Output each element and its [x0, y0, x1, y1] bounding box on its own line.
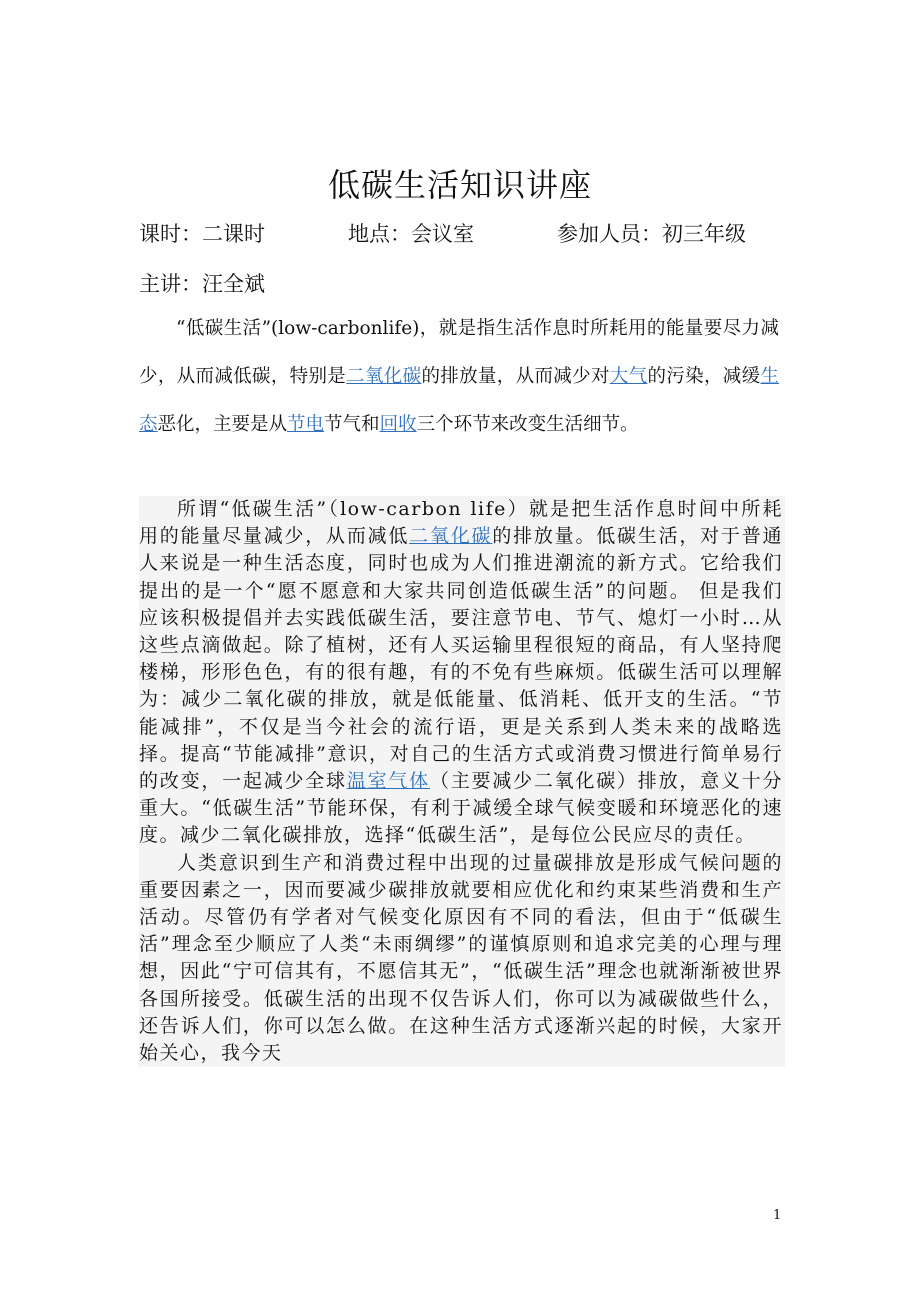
- link-recycling[interactable]: 回收: [379, 414, 417, 435]
- intro-text-4: 恶化，主要是从: [157, 414, 288, 435]
- link-carbon-dioxide[interactable]: 二氧化碳: [346, 366, 422, 387]
- intro-text-6: 三个环节来改变生活细节。: [416, 414, 639, 435]
- link-power-saving[interactable]: 节电: [287, 414, 325, 435]
- intro-paragraph: [139, 305, 779, 449]
- body-p1-text-a: 所谓“低碳生活”（low-carbon life）就是把生活作息时间中所耗用的能量尽量减少，从而减低: [139, 498, 783, 548]
- meta-speaker: 主讲：汪全斌: [139, 272, 265, 296]
- intro-text-5: 节气和: [324, 414, 380, 435]
- body-paragraph-2: 人类意识到生产和消费过程中出现的过量碳排放是形成气候问题的重要因素之一，因而要减少碳排放就要相应优化和约束某些消费和生产活动。尽管仍有学者对气候变化原因有不同的看法，但由于“低碳生活”理念至少顺应了人类“未雨绸缪”的谨慎原则和追求完美的心理与理想，因此“宁可信其有，不愿信其无”，“低碳生活”理念也就渐渐被世界各国所接受。低碳生活的出现不仅告诉人们，你可以为减碳做些什么，还告诉人们，你可以怎么做。在这种生活方式逐渐兴起的时候，大家开始关心，我今天: [139, 851, 783, 1065]
- link-carbon-dioxide-2[interactable]: 二氧化碳: [409, 525, 493, 548]
- page-title: 低碳生活知识讲座: [327, 166, 592, 204]
- page-number: 1: [773, 1208, 782, 1223]
- body-paragraph-1: [139, 496, 783, 850]
- intro-text-2: 的排放量，从而减少对: [421, 366, 610, 387]
- intro-text-1: “低碳生活”(low-carbonlife)，就是指生活作息时所耗用的能量要尽力减少，从而减低碳，特别是: [139, 318, 779, 387]
- link-ecology[interactable]: 生态: [139, 366, 779, 435]
- intro-text-3: 的污染，减缓: [647, 366, 761, 387]
- body-text-block: [139, 496, 785, 1067]
- meta-hours: 课时：二课时: [139, 222, 265, 246]
- meta-location: 地点：会议室: [348, 222, 474, 246]
- link-atmosphere[interactable]: 大气: [609, 366, 648, 387]
- meta-participants: 参加人员：初三年级: [557, 222, 746, 246]
- link-greenhouse-gas[interactable]: 温室气体: [346, 770, 430, 793]
- body-p1-text-b: 的排放量。低碳生活，对于普通人来说是一种生活态度，同时也成为人们推进潮流的新方式。它给我们提出的是一个“愿不愿意和大家共同创造低碳生活”的问题。 但是我们应该积极提倡并去实践低碳生活，要注意节电、节气、熄灯一小时…从这些点滴做起。除了植树，还有人买运输里程很短的商品，有人坚持爬楼梯，形形色色，有的很有趣，有的不免有些麻烦。低碳生活可以理解为：减少二氧化碳的排放，就是低能量、低消耗、低开支的生活。“节能减排”，不仅是当今社会的流行语，更是关系到人类未来的战略选择。提高“节能减排”意识，对自己的生活方式或消费习惯进行简单易行的改变，一起减少全球: [139, 525, 783, 793]
- body-p1-text-c: （主要减少二氧化碳）排放，意义十分重大。“低碳生活”节能环保，有利于减缓全球气候变暖和环境恶化的速度。减少二氧化碳排放，选择“低碳生活”，是每位公民应尽的责任。: [139, 770, 783, 847]
